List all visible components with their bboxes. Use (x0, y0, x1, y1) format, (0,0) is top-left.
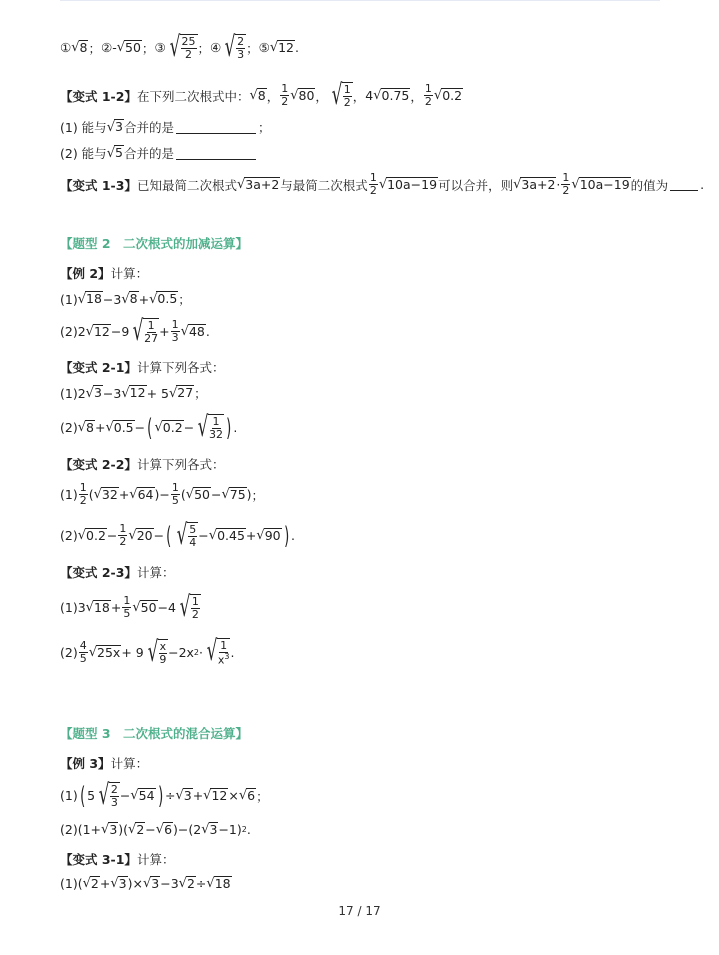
fraction-radical: √ $\frac{1}{2}$ (331, 78, 351, 111)
variant-label: 【变式 3-1】 (60, 852, 137, 867)
denominator: 32 (209, 428, 224, 442)
radicand: 50 (125, 39, 141, 55)
radicand: 32 (101, 486, 118, 502)
denominator: 5 (79, 651, 87, 665)
radicand: 3 (151, 876, 160, 891)
variant-1-2: 【变式 1-2】 在下列二次根式中： √ 8 ， $\frac{1}{2}$ √ 80 ， √ $\frac{1}{2}$ ， 4 √ 0.75 ， $\frac{1}{2}$ √ 0.2 (60, 78, 463, 111)
operator: + 5 (146, 385, 169, 401)
fraction (171, 319, 180, 344)
denominator: 5 (123, 607, 131, 621)
question-text: 合并的是 (123, 120, 174, 135)
comma: ， (352, 88, 366, 104)
denominator: 3 (171, 331, 179, 345)
radicand: 27 (177, 385, 194, 401)
fraction (79, 640, 88, 665)
fraction (79, 482, 88, 507)
section-heading-2: 【题型 2 二次根式的加减运算】 (60, 236, 249, 251)
coefficient: 4 (365, 88, 374, 104)
radicand: 6 (164, 822, 173, 837)
radicand: 10a−19 (387, 176, 438, 192)
separator: ； (246, 40, 259, 56)
denominator: 4 (189, 536, 197, 550)
variant-2-3-label (60, 563, 174, 581)
item-marker-1: ① (60, 40, 72, 56)
fraction-radical: √ $\frac{5}{4}$ (177, 518, 197, 551)
numerator: 2 (110, 783, 118, 796)
denominator: 2 (185, 48, 192, 62)
radicand: 25x (97, 644, 121, 660)
part-prefix: (1) (60, 291, 78, 307)
operator: + (138, 291, 150, 307)
radicand: 8 (79, 39, 88, 55)
fraction-radical: √ $\frac{1}{32}$ (197, 410, 224, 443)
variant-label: 【变式 2-3】 (60, 565, 137, 580)
coefficient: 5 (87, 788, 96, 804)
radicand: 12 (278, 39, 295, 55)
prompt-text: 计算： (136, 852, 175, 867)
denominator: 2 (424, 95, 432, 109)
variant-2-1-part-2: (2) √ 8 + √ 0.5 − ( √ 0.2 − √ $\frac{1}{32}$ ) . (60, 410, 238, 443)
numerator: 1 (171, 481, 179, 494)
answer-blank[interactable] (176, 147, 256, 160)
fraction (280, 83, 289, 108)
denominator: 2 (191, 608, 199, 622)
denominator: 2 (369, 184, 377, 198)
radicand: 80 (298, 87, 315, 103)
prompt-text: 计算下列各式： (136, 457, 225, 472)
example-2-label (60, 264, 148, 282)
variant-3-1-label (60, 850, 174, 868)
operator: −1) (218, 822, 242, 838)
radicand: 3 (114, 119, 123, 135)
example-3-label (60, 754, 148, 772)
radicand: 0.2 (162, 419, 183, 435)
radicand: 3a+2 (245, 176, 280, 192)
numerator: x (159, 639, 167, 653)
denominator: 2 (343, 96, 351, 110)
item-marker-4: ④ (210, 40, 222, 56)
fraction-radical: √ $\frac{x}{9}$ (147, 634, 167, 668)
question-2: (2) 能与 √ 5 合并的是 (60, 144, 258, 162)
operator: + (99, 876, 111, 892)
radicand: 3 (183, 787, 192, 803)
question-text: 合并的是 (123, 146, 174, 161)
exercise-1-list: ① √ 8 ； ② - √ 50 ； ③ √ $\frac{25}{2}$ ； ④ √ $\frac{2}{3}$ ； ⑤ √ 12 . (60, 30, 299, 63)
numerator: 4 (79, 638, 87, 652)
part-prefix: (1) (60, 876, 78, 892)
fraction-radical: √ $\frac{1}{x^3}$ (206, 634, 230, 667)
numerator: 1 (369, 171, 377, 184)
denominator: 3 (110, 796, 118, 810)
page-number: 17 / 17 (338, 904, 381, 918)
variant-2-2-label (60, 455, 224, 473)
denominator: 2 (79, 494, 87, 508)
operator: ÷ (195, 876, 207, 892)
fraction-radical: √ $\frac{2}{3}$ (224, 30, 245, 63)
fraction-radical: √ $\frac{1}{27}$ (132, 314, 159, 347)
denominator: x (217, 653, 225, 667)
operator: −3 (102, 385, 122, 401)
part-prefix: (2) (60, 644, 78, 660)
answer-blank[interactable] (176, 121, 256, 134)
radicand: 6 (247, 787, 256, 803)
prompt-text: 计算下列各式： (136, 360, 225, 375)
denominator: 9 (159, 652, 167, 666)
part-prefix: (1) (60, 788, 78, 804)
radicand: 50 (194, 486, 210, 502)
operator: − (145, 822, 156, 838)
variant-2-3-part-2: (2) $\frac{4}{5}$ √ 25x + 9 √ $\frac{x}{9}$ −2x 2 · √ $\frac{1}{x^3}$ . (60, 634, 235, 668)
radicand: 90 (264, 527, 281, 543)
part-prefix: (2)(1+ (60, 822, 102, 838)
item-marker-5: ⑤ (258, 40, 270, 56)
variant-2-3-part-1: (1)3 √ 18 + $\frac{1}{5}$ √ 50 −4 √ $\frac{1}{2}$ (60, 590, 199, 623)
denominator: 2 (119, 535, 127, 549)
example-3-part-2: (2)(1+ √ 3 )( √ 2 − √ 6 )−(2 √ 3 −1) 2 . (60, 822, 251, 838)
radicand: 18 (86, 291, 102, 307)
numerator: 2 (237, 35, 245, 48)
numerator: 1 (123, 594, 131, 607)
denominator: 5 (171, 494, 179, 508)
operator: − (106, 528, 118, 544)
separator: ； (197, 40, 211, 56)
example-label: 【例 2】 (60, 266, 111, 281)
comma: ， (266, 88, 280, 104)
period: . (205, 324, 210, 340)
operator: −3 (160, 876, 179, 892)
radicand: 3 (93, 385, 102, 401)
radicand: 8 (86, 419, 94, 435)
prompt-text: 可以合并，则 (438, 177, 514, 193)
separator: ； (88, 40, 101, 56)
denominator: 2 (281, 95, 289, 109)
top-rule (60, 0, 660, 1)
item-marker-2: ② (100, 40, 113, 56)
fraction (561, 172, 570, 197)
minus-sign: - (112, 40, 117, 56)
fraction (122, 595, 131, 620)
variant-2-2-part-2: (2) √ 0.2 − $\frac{1}{2}$ √ 20 − ( √ $\frac{5}{4}$ − √ 0.45 + √ 90 ) . (60, 518, 295, 551)
variant-2-1-part-1: (1)2 √ 3 −3 √ 12 + 5 √ 27 ； (60, 385, 207, 401)
operator: + (110, 600, 122, 616)
fraction (171, 482, 180, 507)
variant-1-3: 【变式 1-3】 已知最简二次根式 √ 3a+2 与最简二次根式 $\frac{1}{2}$ √ 10a−19 可以合并，则 √ 3a+2 · $\frac{1}{2}$ √ 10a−19 的值为 . (60, 171, 705, 198)
part-prefix: (2)2 (60, 324, 86, 340)
question-1: (1) 能与 √ 3 合并的是 ； (60, 119, 271, 135)
semicolon: ； (178, 292, 191, 307)
radicand: 2 (136, 822, 145, 837)
prompt-text: 在下列二次根式中： (136, 88, 250, 104)
numerator: 1 (343, 83, 351, 96)
radicand: 54 (138, 787, 155, 803)
semicolon: ； (257, 120, 271, 135)
item-marker-3: ③ (154, 40, 166, 56)
semicolon: ； (256, 788, 269, 804)
radicand: 5 (114, 145, 123, 161)
semicolon: ； (251, 487, 265, 503)
period: . (233, 420, 238, 436)
numerator: 1 (281, 82, 289, 95)
example-2-part-1: (1) √ 18 −3 √ 8 + √ 0.5 ； (60, 291, 191, 307)
radicand: 20 (136, 527, 153, 543)
part-prefix: (1)3 (60, 600, 86, 616)
numerator: 1 (119, 522, 127, 535)
radicand: 8 (257, 87, 266, 103)
dot-operator: · (199, 644, 203, 660)
operator: −2x (168, 644, 194, 660)
example-2-part-2: (2)2 √ 12 −9 √ $\frac{1}{27}$ + $\frac{1}{3}$ √ 48 . (60, 314, 210, 347)
prompt-text: 计算： (110, 266, 149, 281)
radicand: 2 (90, 876, 99, 891)
operator: × (228, 788, 239, 804)
denominator: 3 (237, 48, 245, 62)
operator: + 9 (121, 644, 144, 660)
numerator: 5 (189, 523, 197, 536)
operator: )−(2 (173, 822, 202, 838)
radicand: 12 (129, 385, 146, 401)
operator: − (134, 420, 146, 436)
operator: −4 (157, 600, 176, 616)
denominator: 27 (144, 332, 159, 346)
numerator: 1 (147, 319, 155, 332)
variant-label: 【变式 2-2】 (60, 457, 137, 472)
numerator: 1 (212, 415, 220, 428)
variant-2-1-label (60, 358, 224, 376)
operator: − (159, 487, 170, 503)
operator: − (198, 528, 209, 544)
prompt-text: 计算： (110, 756, 149, 771)
operator: − (153, 528, 165, 544)
operator: − (210, 487, 222, 503)
radicand: 0.45 (217, 527, 245, 543)
variant-label: 【变式 2-1】 (60, 360, 137, 375)
period: . (295, 40, 299, 56)
radicand: 18 (214, 876, 231, 891)
operator: − (183, 420, 195, 436)
example-3-part-1: (1) ( 5 √ $\frac{2}{3}$ − √ 54 ) ÷ √ 3 + √ 12 × √ 6 ； (60, 778, 269, 811)
comma: ， (410, 88, 423, 104)
dot-operator: · (556, 177, 561, 193)
numerator: 1 (562, 171, 570, 184)
exponent: 2 (241, 825, 247, 835)
operator: + (192, 788, 204, 804)
operator: + (159, 324, 170, 340)
radicand: 75 (229, 486, 246, 502)
operator: ÷ (164, 788, 176, 804)
section-heading-3: 【题型 3 二次根式的混合运算】 (60, 726, 249, 741)
radicand: 3 (209, 822, 218, 837)
fraction-radical: √ $\frac{2}{3}$ (98, 778, 118, 811)
radicand: 18 (93, 599, 110, 615)
operator: + (118, 487, 130, 503)
part-prefix: (2) (60, 420, 78, 436)
operator: + (94, 420, 106, 436)
part-prefix: (1)2 (60, 385, 86, 401)
prompt-text: 计算： (136, 565, 175, 580)
variant-label: 【变式 1-2】 (60, 88, 137, 104)
radicand: 0.2 (86, 527, 106, 543)
prompt-text: 的值为 (630, 177, 669, 193)
variant-3-1-part-1: (1) ( √ 2 + √ 3 ) × √ 3 −3 √ 2 ÷ √ 18 (60, 876, 231, 892)
operator: −9 (110, 324, 130, 340)
fraction-radical: √ $\frac{25}{2}$ (169, 30, 196, 63)
separator: ； (141, 40, 155, 56)
numerator: 1 (220, 639, 228, 652)
radicand: 3 (109, 822, 118, 837)
prompt-text: 已知最简二次根式 (136, 177, 237, 193)
question-text: (2) 能与 (60, 146, 107, 161)
radicand: 50 (140, 599, 157, 615)
numerator: 1 (191, 595, 199, 608)
question-text: (1) 能与 (60, 120, 107, 135)
radicand: 64 (137, 486, 154, 502)
fraction-radical: √ $\frac{1}{2}$ (179, 590, 199, 623)
fraction (424, 83, 433, 108)
part-prefix: (1) (60, 487, 78, 503)
variant-2-2-part-1: (1) $\frac{1}{2}$ ( √ 32 + √ 64 ) − $\frac{1}{5}$ ( √ 50 − √ 75 ) ； (60, 481, 265, 508)
semicolon: ； (194, 386, 207, 401)
numerator: 1 (171, 318, 179, 331)
radicand: 12 (93, 323, 110, 339)
prompt-text: 与最简二次根式 (280, 177, 368, 193)
period: . (700, 177, 705, 193)
operator: × (132, 876, 143, 892)
comma: ， (315, 88, 328, 104)
numerator: 25 (181, 35, 196, 48)
operator: −3 (102, 291, 122, 307)
fraction (118, 523, 127, 548)
period: . (290, 528, 295, 544)
part-prefix: (2) (60, 528, 78, 544)
radicand: 0.75 (381, 87, 410, 103)
operator: )( (118, 822, 129, 838)
radicand: 3a+2 (521, 176, 556, 192)
numerator: 1 (424, 82, 432, 95)
period: . (246, 822, 251, 838)
numerator: 1 (79, 481, 87, 494)
radicand: 8 (129, 291, 138, 307)
exponent: 2 (193, 647, 200, 657)
answer-blank[interactable] (670, 178, 698, 191)
denominator: 2 (562, 184, 570, 198)
radicand: 10a−19 (579, 176, 630, 192)
example-label: 【例 3】 (60, 756, 111, 771)
radicand: 2 (186, 876, 195, 891)
radicand: 0.2 (442, 87, 463, 103)
radicand: 0.5 (113, 419, 134, 435)
fraction (369, 172, 378, 197)
radicand: 3 (118, 876, 127, 891)
radicand: 48 (188, 323, 205, 339)
radicand: 0.5 (157, 291, 178, 307)
variant-label: 【变式 1-3】 (60, 177, 137, 193)
radicand: 12 (211, 787, 228, 803)
